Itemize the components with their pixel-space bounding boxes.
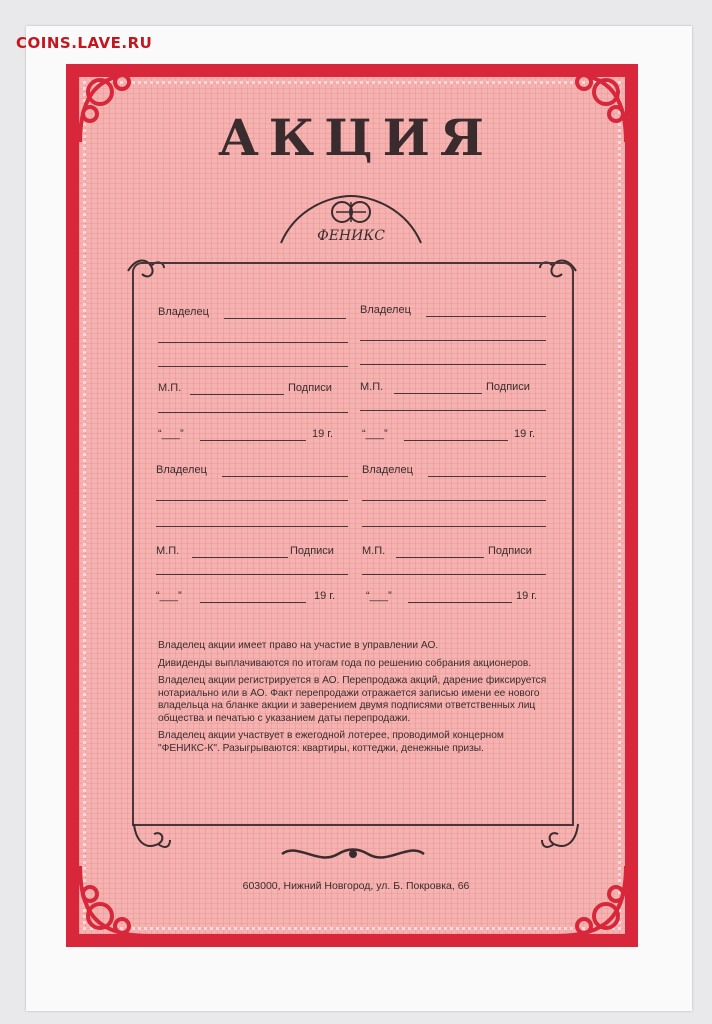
seal-label: М.П. (360, 381, 384, 393)
date-quote: “___” (366, 590, 392, 602)
blank-line (158, 366, 348, 367)
seal-label: М.П. (158, 382, 182, 394)
date-line (200, 440, 306, 441)
scroll-ornament-icon (278, 842, 428, 866)
panel-ornament-bottom-left-icon (132, 820, 172, 854)
year-label: 19 г. (312, 428, 334, 440)
seal-line (192, 557, 288, 558)
corner-ornament-bottom-right-icon (546, 856, 636, 946)
corner-ornament-bottom-left-icon (70, 856, 160, 946)
term-paragraph: Владелец акции имеет право на участие в управлении АО. (158, 640, 439, 651)
owner-line (428, 476, 546, 477)
term-paragraph: Дивиденды выплачиваются по итогам года по решению собрания акционеров. (158, 657, 532, 669)
blank-line (158, 412, 348, 413)
seal-line (394, 393, 482, 394)
owner-label: Владелец (360, 304, 411, 316)
blank-line (360, 340, 546, 341)
blank-line (362, 526, 546, 527)
blank-line (362, 574, 546, 575)
year-label: 19 г. (314, 590, 336, 602)
terms-text (158, 640, 553, 760)
logo-text: ФЕНИКС (317, 228, 385, 244)
year-label: 19 г. (514, 428, 536, 440)
date-line (200, 602, 306, 603)
owner-label: Владелец (158, 306, 209, 318)
owner-label: Владелец (362, 464, 413, 476)
corner-ornament-top-right-icon (546, 62, 636, 152)
owner-line (222, 476, 348, 477)
blank-line (158, 342, 348, 343)
owner-label: Владелец (156, 464, 207, 476)
signature-label: Подписи (290, 545, 334, 557)
owner-line (426, 316, 546, 317)
signature-label: Подписи (488, 545, 532, 557)
date-quote: “___” (156, 590, 182, 602)
signature-label: Подписи (288, 382, 332, 394)
certificate-title: АКЦИЯ (218, 108, 494, 167)
term-paragraph: Владелец акции участвует в ежегодной лотерее, проводимой концерном "ФЕНИКС-К". Разыгрываются: квартиры, коттеджи, денежные призы. (158, 730, 504, 754)
blank-line (156, 574, 348, 575)
seal-line (396, 557, 484, 558)
seal-line (190, 394, 284, 395)
panel-ornament-bottom-right-icon (540, 820, 580, 854)
blank-line (156, 526, 348, 527)
date-line (404, 440, 508, 441)
seal-label: М.П. (362, 545, 386, 557)
signature-label: Подписи (486, 381, 530, 393)
date-quote: “___” (158, 428, 184, 440)
blank-line (360, 364, 546, 365)
seal-label: М.П. (156, 545, 180, 557)
issuer-address: 603000, Нижний Новгород, ул. Б. Покровка, 66 (242, 880, 470, 892)
date-quote: “___” (362, 428, 388, 440)
corner-ornament-top-left-icon (70, 62, 160, 152)
year-label: 19 г. (516, 590, 538, 602)
owner-line (224, 318, 346, 319)
blank-line (156, 500, 348, 501)
watermark: COINS.LAVE.RU (16, 34, 153, 52)
blank-line (362, 500, 546, 501)
blank-line (360, 410, 546, 411)
term-paragraph: Владелец акции регистрируется в АО. Перепродажа акций, дарение фиксируется нотариально или в АО. Факт перепродажи отражается записью имени ее нового владельца на бланке акции и заверением двумя подписями ответственных лиц общества и печатью с указанием даты перепродажи. (158, 675, 547, 724)
date-line (408, 602, 512, 603)
